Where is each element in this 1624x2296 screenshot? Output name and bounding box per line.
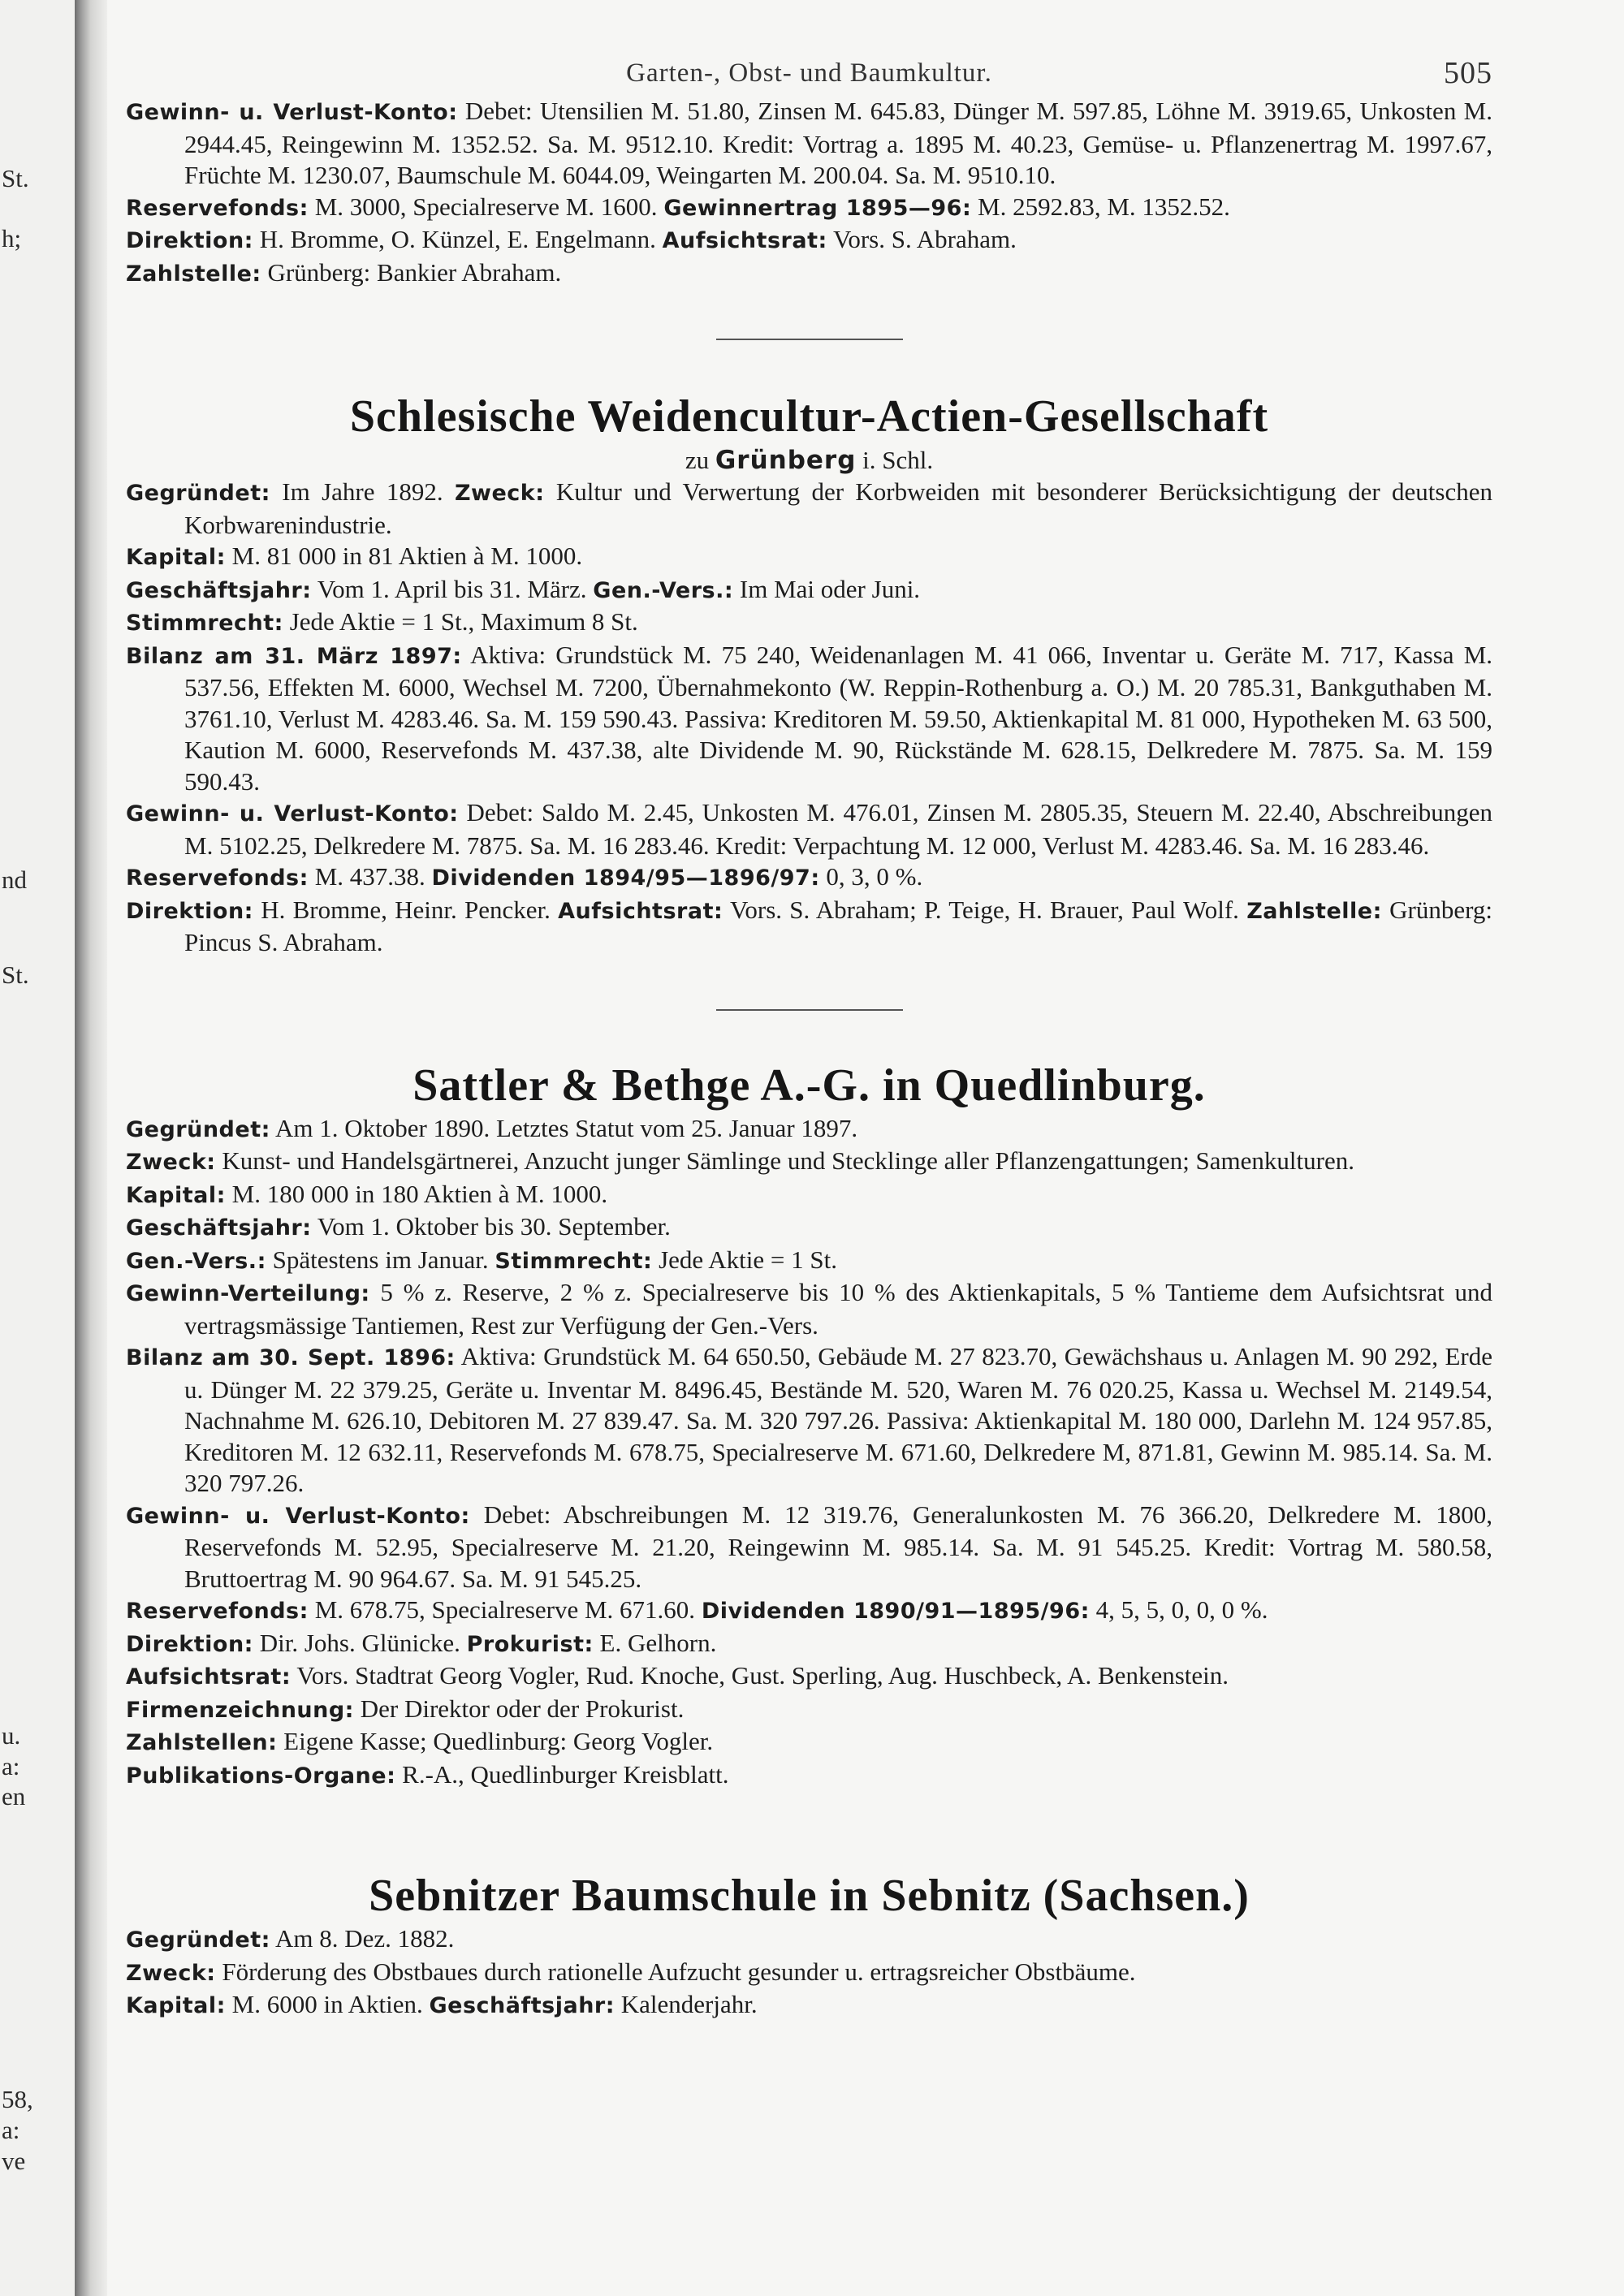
book-gutter [75, 0, 107, 2296]
entry-paragraph: Firmenzeichnung: Der Direktor oder der Prokurist. [126, 1694, 685, 1723]
running-head [126, 49, 1492, 97]
entry-paragraph: Gewinn- u. Verlust-Konto: Debet: Abschreibungen M. 12 319.76, Generalunkosten M. 76 366.20, Delkredere M. 1800, Reservefonds M. 52.95, Specialreserve M. 21.20, Reingewinn M. 985.14. Sa. M. 91 545.25. Kredit: Vortrag M. 580.58, Bruttoertrag M. 90 964.67. Sa. M. 91 545.25. [126, 1500, 1493, 1593]
entry-paragraph: Direktion: H. Bromme, Heinr. Pencker. Aufsichtsrat: Vors. S. Abraham; P. Teige, H. Brauer, Paul Wolf. Zahlstelle: Grünberg: Pincus S. Abraham. [126, 895, 1492, 956]
company-entry [126, 1058, 1492, 1793]
entry-paragraph: Gegründet: Am 8. Dez. 1882. [126, 1924, 455, 1953]
entry-paragraph: Zahlstelle: Grünberg: Bankier Abraham. [126, 257, 562, 287]
entry-paragraph: Aufsichtsrat: Vors. Stadtrat Georg Vogler, Rud. Knoche, Gust. Sperling, Aug. Huschbeck, A. Benkenstein. [126, 1661, 1229, 1690]
left-page-fragment: a: [2, 1752, 20, 1780]
company-title: Sattler & Bethge A.-G. in Quedlinburg. [412, 1060, 1206, 1111]
section-divider [716, 1009, 903, 1011]
entry-paragraph: Direktion: H. Bromme, O. Künzel, E. Engelmann. Aufsichtsrat: Vors. S. Abraham. [126, 225, 1017, 253]
left-page-fragment: St. [2, 164, 29, 192]
entry-paragraph: Gegründet: Am 1. Oktober 1890. Letztes Statut vom 25. Januar 1897. [126, 1113, 858, 1142]
left-page-fragment: u. [2, 1721, 21, 1750]
entry-paragraph: Geschäftsjahr: Vom 1. Oktober bis 30. September. [126, 1212, 671, 1241]
section-divider [716, 339, 903, 340]
company-title: Schlesische Weidencultur-Actien-Gesellschaft [349, 391, 1269, 442]
entry-paragraph: Kapital: M. 6000 in Aktien. Geschäftsjahr: Kalenderjahr. [126, 1990, 758, 2018]
page [126, 49, 1492, 2022]
entry-paragraph: Stimmrecht: Jede Aktie = 1 St., Maximum 8 St. [126, 607, 638, 636]
left-page-fragment: en [2, 1782, 26, 1810]
entry-paragraph: Reservefonds: M. 437.38. Dividenden 1894/95—1896/97: 0, 3, 0 %. [126, 862, 923, 891]
company-location: zu Grünberg i. Schl. [685, 446, 934, 475]
company-entry [126, 1868, 1492, 2022]
running-head-title: Garten-, Obst- und Baumkultur. [626, 58, 992, 88]
left-page-fragment: 58, [2, 2085, 33, 2113]
entry-paragraph: Bilanz am 31. März 1897: Aktiva: Grundstück M. 75 240, Weidenanlagen M. 41 066, Inventar u. Geräte M. 717, Kassa M. 537.56, Effekten M. 6000, Wechsel M. 7200, Übernahmekonto (W. Reppin-Rothenburg a. O.) M. 20 785.31, Bankguthaben M. 3761.10, Verlust M. 4283.46. Sa. M. 159 590.43. Passiva: Kreditoren M. 59.50, Aktienkapital M. 81 000, Hypotheken M. 63 500, Kaution M. 6000, Reservefonds M. 437.38, alte Dividende M. 90, Rückstände M. 628.15, Delkredere M. 7875. Sa. M. 159 590.43. [126, 640, 1493, 796]
left-page-edge [0, 0, 75, 2296]
entry-paragraph: Zweck: Kunst- und Handelsgärtnerei, Anzucht junger Sämlinge und Stecklinge aller Pflanzengattungen; Samenkulturen. [126, 1146, 1354, 1175]
entry-paragraph: Kapital: M. 180 000 in 180 Aktien à M. 1000. [126, 1179, 608, 1208]
entry-paragraph: Kapital: M. 81 000 in 81 Aktien à M. 1000. [126, 542, 583, 570]
entry-paragraph: Zahlstellen: Eigene Kasse; Quedlinburg: Georg Vogler. [126, 1727, 714, 1755]
left-page-fragment: nd [2, 865, 27, 894]
entry-paragraph: Reservefonds: M. 678.75, Specialreserve M. 671.60. Dividenden 1890/91—1895/96: 4, 5, 5, 0, 0, 0 %. [126, 1595, 1268, 1624]
company-title: Sebnitzer Baumschule in Sebnitz (Sachsen.) [369, 1871, 1250, 1921]
entry-paragraph: Direktion: Dir. Johs. Glünicke. Prokurist: E. Gelhorn. [126, 1628, 717, 1657]
left-page-fragment: a: [2, 2116, 20, 2144]
left-page-fragment: ve [2, 2147, 26, 2175]
entry-paragraph: Geschäftsjahr: Vom 1. April bis 31. März. Gen.-Vers.: Im Mai oder Juni. [126, 574, 921, 603]
left-page-fragment: h; [2, 224, 22, 252]
entry-paragraph: Zweck: Förderung des Obstbaues durch rationelle Aufzucht gesunder u. ertragsreicher Obstbäume. [126, 1957, 1136, 1986]
entry-paragraph: Publikations-Organe: R.-A., Quedlinburger Kreisblatt. [126, 1759, 729, 1789]
entry-paragraph: Gewinn- u. Verlust-Konto: Debet: Saldo M. 2.45, Unkosten M. 476.01, Zinsen M. 2805.35, Steuern M. 22.40, Abschreibungen M. 5102.25, Delkredere M. 7875. Sa. M. 16 283.46. Kredit: Verpachtung M. 12 000, Verlust M. 4283.46. Sa. M. 16 283.46. [126, 798, 1492, 860]
entry-paragraph: Reservefonds: M. 3000, Specialreserve M. 1600. Gewinnertrag 1895—96: M. 2592.83, M. 1352.52. [126, 192, 1230, 221]
page-number: 505 [1444, 56, 1492, 90]
entry-paragraph: Gen.-Vers.: Spätestens im Januar. Stimmrecht: Jede Aktie = 1 St. [126, 1245, 837, 1274]
continued-entry [126, 96, 1492, 290]
left-page-fragment: St. [2, 960, 29, 989]
entry-paragraph: Bilanz am 30. Sept. 1896: Aktiva: Grundstück M. 64 650.50, Gebäude M. 27 823.70, Gewächshaus u. Anlagen M. 90 292, Erde u. Dünger M. 22 379.25, Geräte u. Inventar M. 8496.45, Bestände M. 520, Waren M. 76 020.25, Kassa u. Wechsel M. 2149.54, Nachnahme M. 626.10, Debitoren M. 27 839.47. Sa. M. 320 797.26. Passiva: Aktienkapital M. 180 000, Darlehn M. 124 957.85, Kreditoren M. 12 632.11, Reservefonds M. 678.75, Specialreserve M. 671.60, Delkredere M, 871.81, Gewinn M. 985.14. Sa. M. 320 797.26. [126, 1342, 1492, 1497]
entry-paragraph: Gewinn-Verteilung: 5 % z. Reserve, 2 % z. Specialreserve bis 10 % des Aktienkapitals, 5 % Tantieme dem Aufsichtsrat und vertragsmässige Tantiemen, Rest zur Verfügung der Gen.-Vers. [126, 1278, 1492, 1340]
entry-paragraph: Gegründet: Im Jahre 1892. Zweck: Kultur und Verwertung der Korbweiden mit besonderer Berücksichtigung der deutschen Korbwarenindustrie. [126, 477, 1492, 539]
entry-paragraph: Gewinn- u. Verlust-Konto: Debet: Utensilien M. 51.80, Zinsen M. 645.83, Dünger M. 597.85, Löhne M. 3919.65, Unkosten M. 2944.45, Reingewinn M. 1352.52. Sa. M. 9512.10. Kredit: Vortrag a. 1895 M. 40.23, Gemüse- u. Pflanzenertrag M. 1997.67, Früchte M. 1230.07, Baumschule M. 6044.09, Weingarten M. 200.04. Sa. M. 9510.10. [126, 97, 1492, 189]
company-entry [126, 389, 1492, 959]
